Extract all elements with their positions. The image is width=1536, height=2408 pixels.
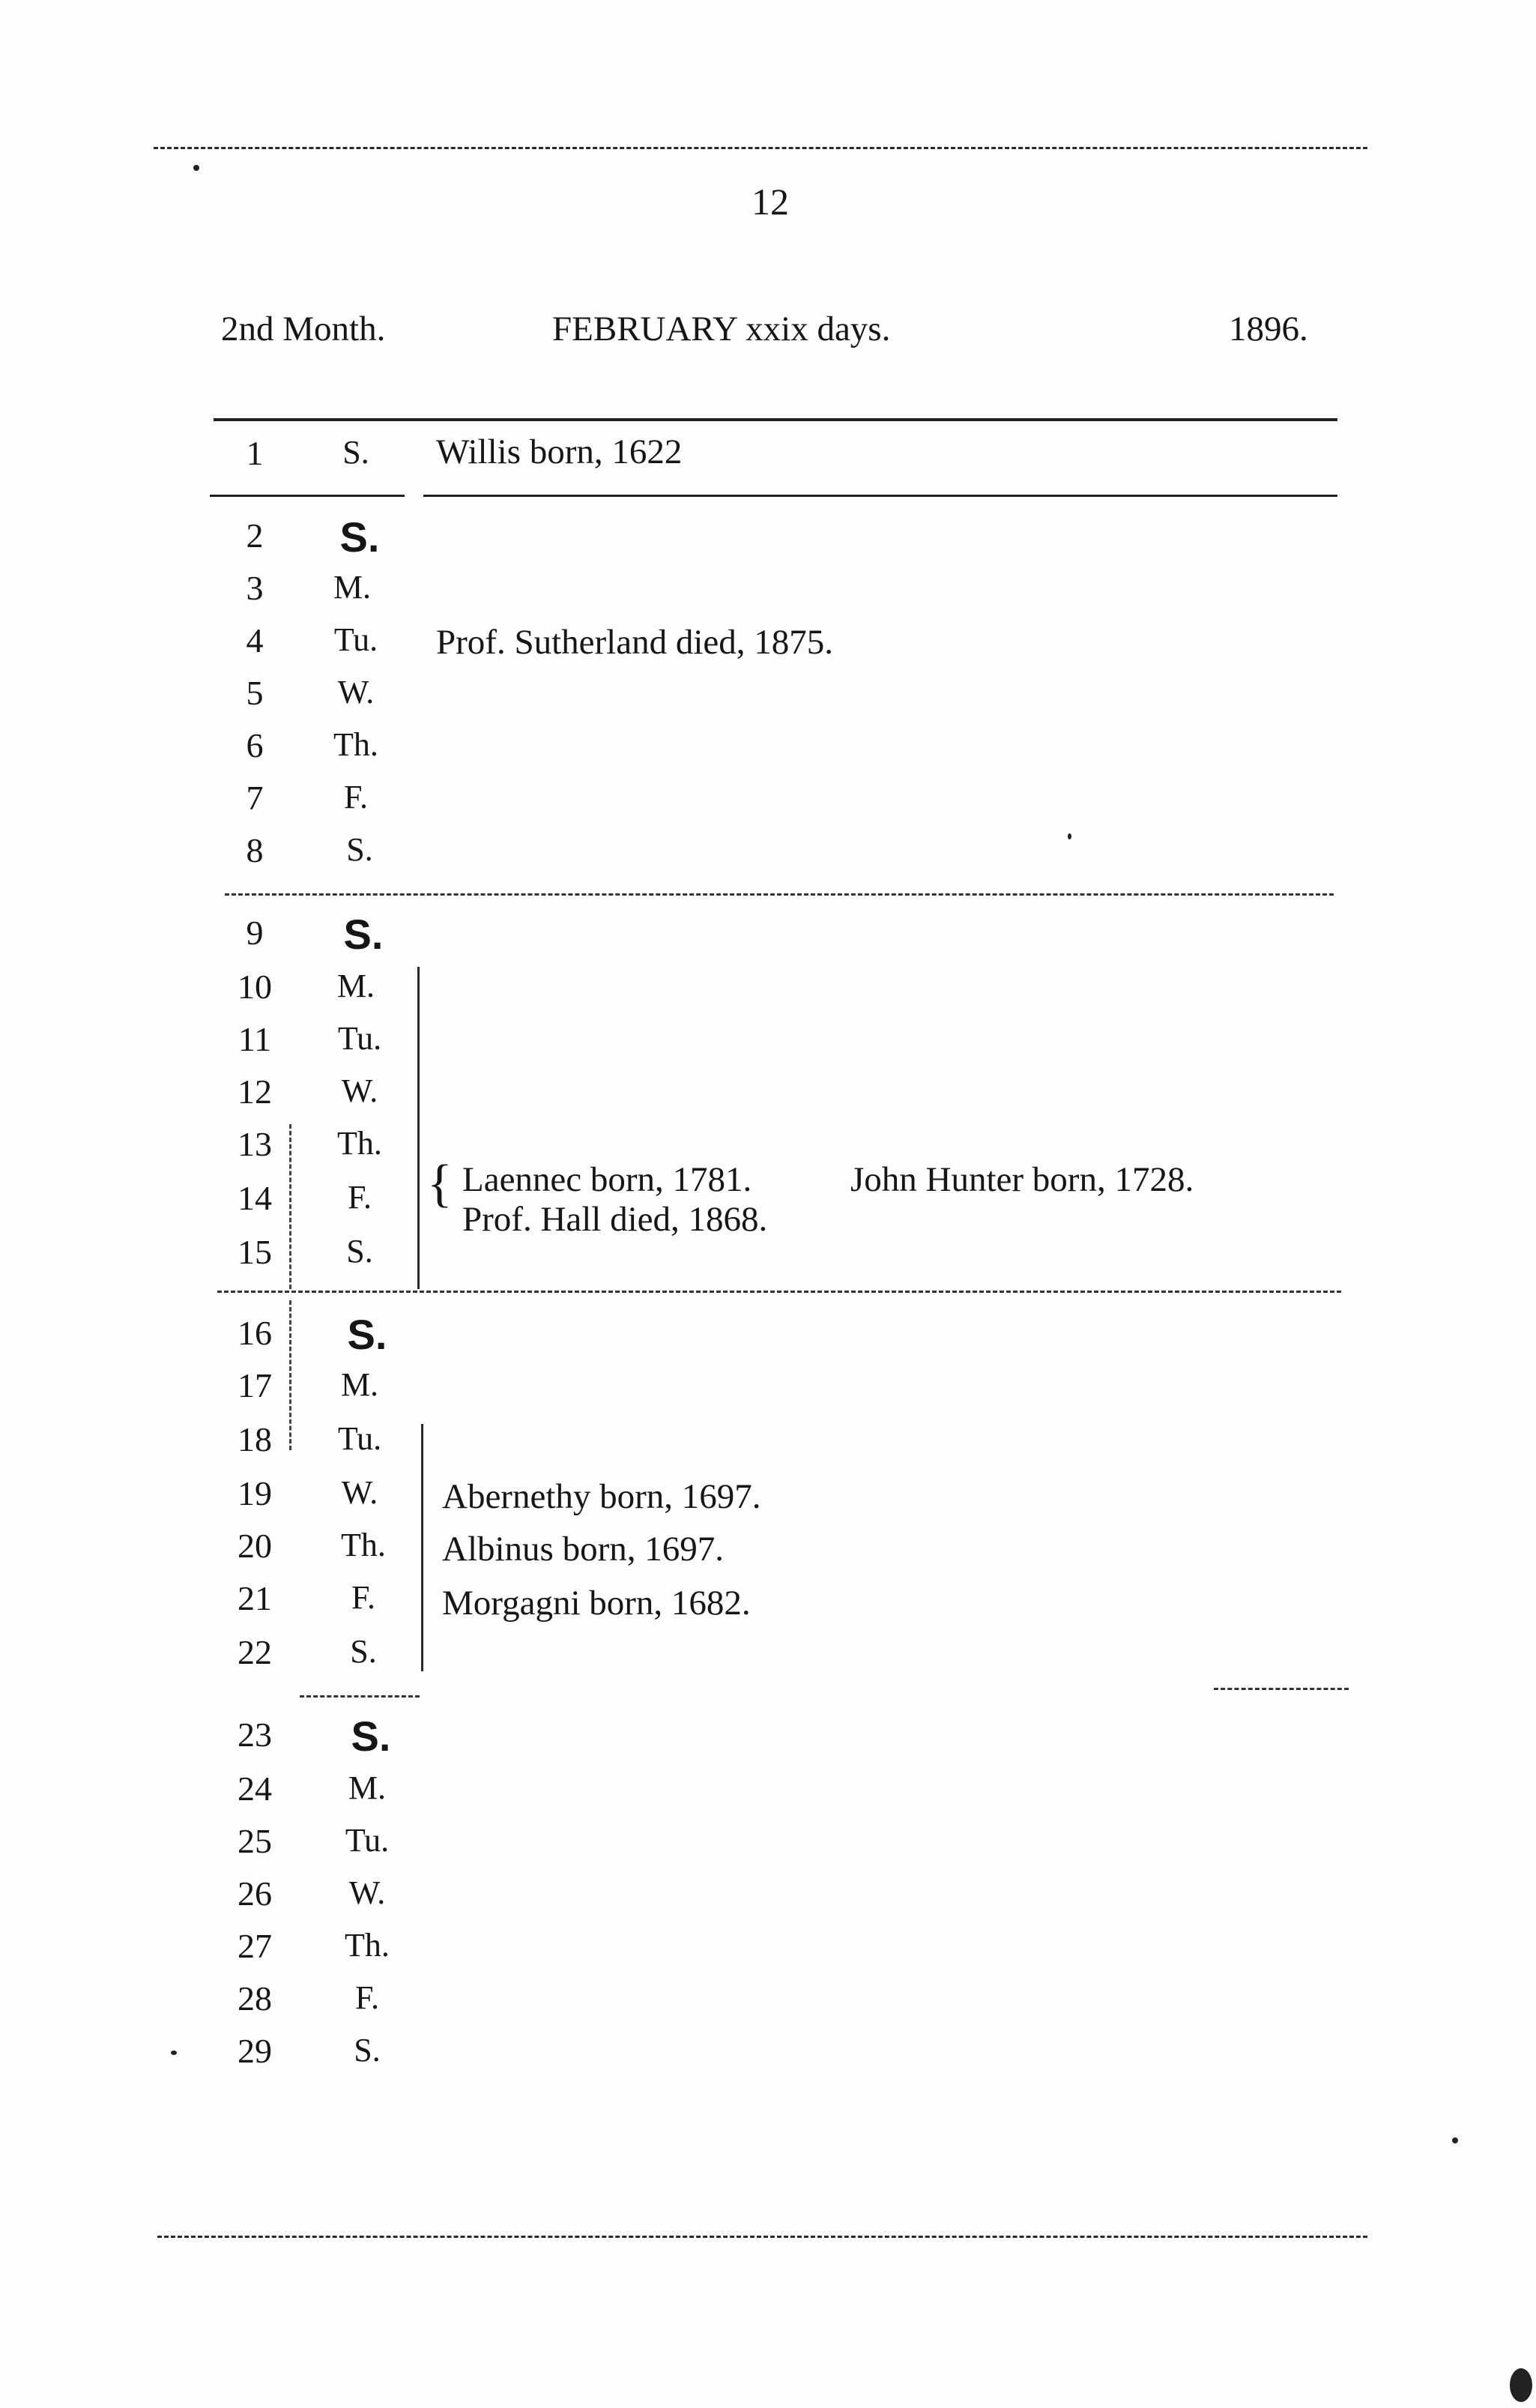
header-title: FEBRUARY xxix days. (552, 310, 891, 348)
date-number: 1 (246, 434, 264, 472)
day-abbrev-sunday: S. (351, 1713, 391, 1760)
event-sutherland: Prof. Sutherland died, 1875. (436, 623, 833, 662)
day-abbrev: Tu. (337, 1020, 382, 1057)
day-abbrev: Tu. (345, 1822, 390, 1859)
event-morgagni: Morgagni born, 1682. (442, 1584, 751, 1623)
top-rule (154, 147, 1367, 149)
day-abbrev: M. (348, 1769, 387, 1806)
bracket-line (417, 967, 420, 1289)
date-number: 20 (238, 1527, 272, 1565)
day-abbrev: M. (333, 569, 372, 606)
brace: { (427, 1155, 453, 1213)
day-abbrev: S. (346, 1233, 373, 1270)
day-abbrev: S. (346, 831, 373, 868)
day-abbrev: S. (342, 434, 369, 471)
event-hunter: John Hunter born, 1728. (850, 1160, 1194, 1199)
date-number: 24 (238, 1769, 272, 1808)
week-divider (1214, 1688, 1349, 1690)
event-laennec: Laennec born, 1781. (462, 1160, 752, 1199)
date-number: 27 (238, 1927, 272, 1965)
day-abbrev: Th. (345, 1927, 390, 1964)
day-abbrev: S. (354, 2032, 381, 2068)
week-divider (210, 495, 405, 497)
speck (193, 165, 199, 171)
page-number: 12 (752, 181, 789, 223)
bottom-rule (157, 2236, 1367, 2238)
date-number: 15 (238, 1233, 272, 1271)
day-abbrev: F. (348, 1179, 372, 1216)
day-abbrev: S. (350, 1633, 377, 1670)
date-number: 10 (238, 968, 272, 1006)
day-abbrev: Th. (341, 1527, 386, 1563)
day-abbrev: W. (341, 1072, 378, 1109)
day-abbrev: W. (348, 1874, 386, 1911)
date-number: 26 (238, 1874, 272, 1913)
date-number: 25 (238, 1822, 272, 1860)
speck (1068, 833, 1071, 839)
date-number: 3 (246, 569, 264, 607)
date-number: 21 (238, 1579, 272, 1617)
week-divider (217, 1291, 1341, 1293)
header-month: 2nd Month. (221, 310, 386, 348)
event-hall: Prof. Hall died, 1868. (462, 1200, 768, 1239)
week-divider (423, 495, 1337, 497)
date-number: 6 (246, 726, 264, 764)
event-albinus: Albinus born, 1697. (442, 1530, 724, 1569)
speck (171, 2051, 177, 2055)
speck (1452, 2137, 1458, 2143)
bracket-line (421, 1424, 423, 1671)
date-number: 2 (246, 516, 264, 555)
date-number: 17 (238, 1366, 272, 1404)
week-divider (225, 893, 1334, 896)
date-number: 4 (246, 621, 264, 660)
event-abernethy: Abernethy born, 1697. (442, 1477, 761, 1516)
date-number: 5 (246, 674, 264, 712)
date-number: 18 (238, 1420, 272, 1458)
day-abbrev: W. (337, 674, 375, 710)
day-abbrev: Tu. (337, 1420, 382, 1457)
day-abbrev: Tu. (333, 621, 378, 658)
date-number: 11 (238, 1020, 272, 1058)
date-number: 8 (246, 831, 264, 869)
day-abbrev: Th. (337, 1125, 382, 1162)
day-abbrev: F. (344, 779, 368, 815)
day-abbrev: F. (351, 1579, 375, 1616)
date-number: 22 (238, 1633, 272, 1671)
day-abbrev-sunday: S. (347, 1311, 387, 1358)
day-abbrev: Th. (333, 726, 378, 763)
event-willis: Willis born, 1622 (436, 432, 683, 471)
speck (1510, 2368, 1532, 2402)
header-year: 1896. (1229, 310, 1308, 348)
day-abbrev: M. (336, 968, 375, 1004)
date-number: 23 (238, 1716, 272, 1754)
date-number: 28 (238, 1979, 272, 2018)
day-abbrev: M. (340, 1366, 379, 1403)
date-number: 13 (238, 1125, 272, 1163)
date-number: 29 (238, 2032, 272, 2070)
day-abbrev: W. (341, 1474, 378, 1511)
date-number: 7 (246, 779, 264, 817)
week-divider (300, 1695, 420, 1698)
date-number: 19 (238, 1474, 272, 1512)
day-abbrev-sunday: S. (339, 513, 380, 561)
date-number: 14 (238, 1179, 272, 1217)
day-abbrev: F. (355, 1979, 379, 2016)
day-abbrev-sunday: S. (343, 911, 384, 958)
table-top-rule (214, 418, 1337, 421)
date-number: 9 (246, 914, 264, 952)
date-number: 12 (238, 1072, 272, 1111)
date-number: 16 (238, 1314, 272, 1352)
